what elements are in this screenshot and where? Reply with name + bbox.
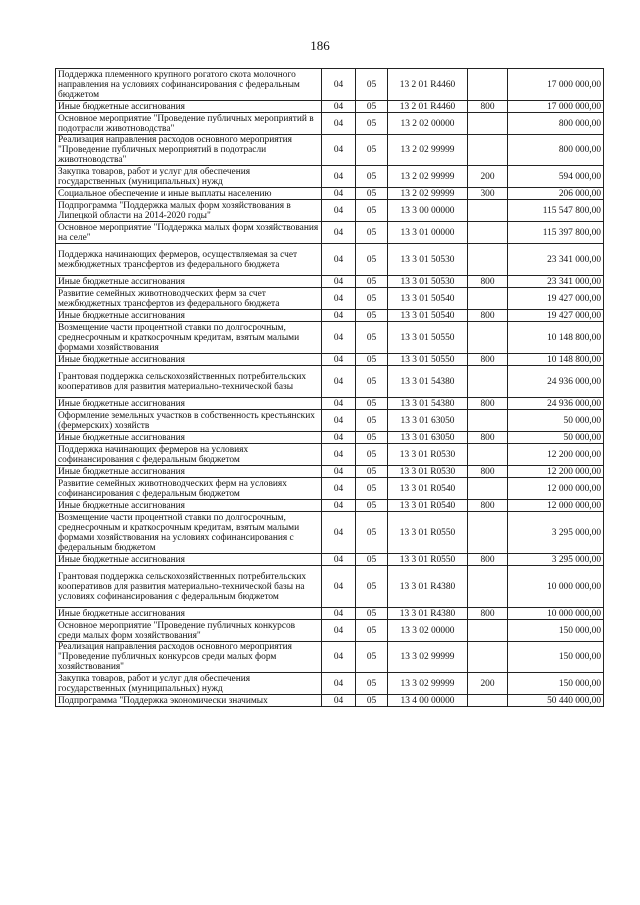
row-pr: 05 <box>356 410 388 432</box>
row-vr: 800 <box>468 466 508 478</box>
row-name: Развитие семейных животноводческих ферм за счет межбюджетных трансфертов из федерального бюджета <box>56 288 322 310</box>
row-sum: 12 000 000,00 <box>508 500 604 512</box>
row-vr: 800 <box>468 101 508 113</box>
row-rz: 04 <box>322 244 356 276</box>
row-name: Реализация направления расходов основного мероприятия "Проведение публичных конкурсов среди малых форм хозяйствования" <box>56 642 322 673</box>
row-pr: 05 <box>356 310 388 322</box>
row-vr <box>468 135 508 166</box>
row-sum: 800 000,00 <box>508 113 604 135</box>
row-name: Иные бюджетные ассигнования <box>56 466 322 478</box>
row-rz: 04 <box>322 642 356 673</box>
row-sum: 23 341 000,00 <box>508 244 604 276</box>
row-name: Иные бюджетные ассигнования <box>56 276 322 288</box>
row-pr: 05 <box>356 276 388 288</box>
row-rz: 04 <box>322 566 356 608</box>
row-pr: 05 <box>356 166 388 188</box>
row-csr: 13 2 02 00000 <box>388 113 468 135</box>
row-csr: 13 3 01 63050 <box>388 410 468 432</box>
row-vr <box>468 244 508 276</box>
row-sum: 3 295 000,00 <box>508 554 604 566</box>
row-vr <box>468 200 508 222</box>
row-vr <box>468 478 508 500</box>
table-row <box>56 620 604 642</box>
row-pr: 05 <box>356 288 388 310</box>
row-csr: 13 3 01 R0530 <box>388 466 468 478</box>
row-vr <box>468 642 508 673</box>
row-sum: 594 000,00 <box>508 166 604 188</box>
row-pr: 05 <box>356 444 388 466</box>
row-vr: 800 <box>468 432 508 444</box>
row-rz: 04 <box>322 288 356 310</box>
table-row <box>56 222 604 244</box>
row-name: Поддержка начинающих фермеров на условиях софинансирования с федеральным бюджетом <box>56 444 322 466</box>
row-csr: 13 3 01 50530 <box>388 276 468 288</box>
row-vr: 800 <box>468 608 508 620</box>
row-sum: 19 427 000,00 <box>508 310 604 322</box>
row-csr: 13 3 01 50540 <box>388 288 468 310</box>
row-csr: 13 3 01 R0540 <box>388 500 468 512</box>
row-rz: 04 <box>322 135 356 166</box>
row-csr: 13 2 01 R4460 <box>388 101 468 113</box>
table-row <box>56 512 604 554</box>
row-csr: 13 3 01 50550 <box>388 354 468 366</box>
row-pr: 05 <box>356 512 388 554</box>
row-sum: 23 341 000,00 <box>508 276 604 288</box>
table-row <box>56 288 604 310</box>
row-csr: 13 2 02 99999 <box>388 166 468 188</box>
budget-table <box>55 68 604 707</box>
row-vr <box>468 410 508 432</box>
row-name: Основное мероприятие "Поддержка малых форм хозяйствования на селе" <box>56 222 322 244</box>
row-name: Иные бюджетные ассигнования <box>56 398 322 410</box>
table-row <box>56 310 604 322</box>
row-csr: 13 2 02 99999 <box>388 188 468 200</box>
table-row <box>56 166 604 188</box>
row-pr: 05 <box>356 398 388 410</box>
row-sum: 50 000,00 <box>508 410 604 432</box>
table-row <box>56 642 604 673</box>
row-pr: 05 <box>356 642 388 673</box>
row-pr: 05 <box>356 432 388 444</box>
row-name: Подпрограмма "Поддержка экономически значимых <box>56 695 322 707</box>
row-name: Поддержка начинающих фермеров, осуществляемая за счет межбюджетных трансфертов из федерального бюджета <box>56 244 322 276</box>
row-rz: 04 <box>322 512 356 554</box>
row-sum: 115 547 800,00 <box>508 200 604 222</box>
row-pr: 05 <box>356 322 388 354</box>
row-csr: 13 3 02 99999 <box>388 673 468 695</box>
table-row <box>56 276 604 288</box>
row-vr: 800 <box>468 500 508 512</box>
row-rz: 04 <box>322 673 356 695</box>
row-vr <box>468 695 508 707</box>
row-vr <box>468 566 508 608</box>
row-vr <box>468 69 508 101</box>
table-row <box>56 366 604 398</box>
row-pr: 05 <box>356 566 388 608</box>
row-pr: 05 <box>356 554 388 566</box>
row-name: Иные бюджетные ассигнования <box>56 432 322 444</box>
table-row <box>56 500 604 512</box>
row-pr: 05 <box>356 366 388 398</box>
row-name: Закупка товаров, работ и услуг для обеспечения государственных (муниципальных) нужд <box>56 166 322 188</box>
row-vr <box>468 113 508 135</box>
row-pr: 05 <box>356 188 388 200</box>
row-vr <box>468 512 508 554</box>
table-row <box>56 69 604 101</box>
row-csr: 13 3 01 R4380 <box>388 608 468 620</box>
row-sum: 12 200 000,00 <box>508 444 604 466</box>
table-row <box>56 566 604 608</box>
row-pr: 05 <box>356 608 388 620</box>
row-rz: 04 <box>322 478 356 500</box>
row-csr: 13 3 01 R0530 <box>388 444 468 466</box>
row-name: Основное мероприятие "Проведение публичных мероприятий в подотрасли животноводства" <box>56 113 322 135</box>
row-rz: 04 <box>322 500 356 512</box>
row-csr: 13 3 01 50530 <box>388 244 468 276</box>
table-row <box>56 101 604 113</box>
row-csr: 13 2 01 R4460 <box>388 69 468 101</box>
row-sum: 115 397 800,00 <box>508 222 604 244</box>
row-vr: 200 <box>468 673 508 695</box>
row-csr: 13 3 02 00000 <box>388 620 468 642</box>
row-sum: 17 000 000,00 <box>508 69 604 101</box>
row-name: Иные бюджетные ассигнования <box>56 354 322 366</box>
row-sum: 12 200 000,00 <box>508 466 604 478</box>
row-pr: 05 <box>356 673 388 695</box>
row-sum: 150 000,00 <box>508 642 604 673</box>
table-row <box>56 244 604 276</box>
row-vr: 200 <box>468 166 508 188</box>
row-rz: 04 <box>322 608 356 620</box>
row-sum: 17 000 000,00 <box>508 101 604 113</box>
row-csr: 13 3 01 R0550 <box>388 554 468 566</box>
table-row <box>56 673 604 695</box>
table-row <box>56 398 604 410</box>
row-sum: 24 936 000,00 <box>508 398 604 410</box>
table-row <box>56 608 604 620</box>
row-sum: 3 295 000,00 <box>508 512 604 554</box>
row-csr: 13 3 01 00000 <box>388 222 468 244</box>
budget-table-body <box>56 69 604 707</box>
table-row <box>56 188 604 200</box>
row-vr: 800 <box>468 354 508 366</box>
row-sum: 10 148 800,00 <box>508 322 604 354</box>
row-pr: 05 <box>356 354 388 366</box>
row-name: Реализация направления расходов основного мероприятия "Проведение публичных мероприятий в подотрасли животноводства" <box>56 135 322 166</box>
row-pr: 05 <box>356 244 388 276</box>
row-name: Иные бюджетные ассигнования <box>56 608 322 620</box>
row-sum: 12 000 000,00 <box>508 478 604 500</box>
row-rz: 04 <box>322 695 356 707</box>
row-vr <box>468 322 508 354</box>
row-vr <box>468 620 508 642</box>
row-csr: 13 3 00 00000 <box>388 200 468 222</box>
row-name: Возмещение части процентной ставки по долгосрочным, среднесрочным и краткосрочным кредитам, взятым малыми формами хозяйствования <box>56 322 322 354</box>
row-name: Развитие семейных животноводческих ферм на условиях софинансирования с федеральным бюджетом <box>56 478 322 500</box>
row-csr: 13 3 01 50550 <box>388 322 468 354</box>
row-sum: 10 148 800,00 <box>508 354 604 366</box>
row-pr: 05 <box>356 466 388 478</box>
row-rz: 04 <box>322 354 356 366</box>
row-pr: 05 <box>356 69 388 101</box>
row-rz: 04 <box>322 188 356 200</box>
row-csr: 13 4 00 00000 <box>388 695 468 707</box>
row-vr: 800 <box>468 398 508 410</box>
row-sum: 10 000 000,00 <box>508 608 604 620</box>
row-csr: 13 2 02 99999 <box>388 135 468 166</box>
row-csr: 13 3 01 R4380 <box>388 566 468 608</box>
row-rz: 04 <box>322 432 356 444</box>
row-rz: 04 <box>322 620 356 642</box>
row-rz: 04 <box>322 366 356 398</box>
row-pr: 05 <box>356 620 388 642</box>
row-name: Поддержка племенного крупного рогатого скота молочного направления на условиях софинансирования с федеральным бюджетом <box>56 69 322 101</box>
table-row <box>56 554 604 566</box>
row-name: Грантовая поддержка сельскохозяйственных потребительских кооперативов для развития материально-технической базы на условиях софинансирования с федеральным бюджетом <box>56 566 322 608</box>
row-rz: 04 <box>322 101 356 113</box>
row-csr: 13 3 01 R0540 <box>388 478 468 500</box>
row-name: Иные бюджетные ассигнования <box>56 310 322 322</box>
row-pr: 05 <box>356 500 388 512</box>
row-csr: 13 3 01 54380 <box>388 398 468 410</box>
row-name: Социальное обеспечение и иные выплаты населению <box>56 188 322 200</box>
row-name: Оформление земельных участков в собственность крестьянских (фермерских) хозяйств <box>56 410 322 432</box>
row-csr: 13 3 01 50540 <box>388 310 468 322</box>
row-rz: 04 <box>322 410 356 432</box>
row-sum: 800 000,00 <box>508 135 604 166</box>
row-rz: 04 <box>322 69 356 101</box>
row-csr: 13 3 01 54380 <box>388 366 468 398</box>
row-name: Возмещение части процентной ставки по долгосрочным, среднесрочным и краткосрочным кредитам, взятым малыми формами хозяйствования на условиях софинансирования с федеральным бюджетом <box>56 512 322 554</box>
row-vr <box>468 222 508 244</box>
row-vr: 800 <box>468 554 508 566</box>
row-sum: 50 000,00 <box>508 432 604 444</box>
row-pr: 05 <box>356 113 388 135</box>
row-rz: 04 <box>322 310 356 322</box>
row-name: Иные бюджетные ассигнования <box>56 500 322 512</box>
row-rz: 04 <box>322 398 356 410</box>
table-row <box>56 200 604 222</box>
row-sum: 24 936 000,00 <box>508 366 604 398</box>
row-name: Подпрограмма "Поддержка малых форм хозяйствования в Липецкой области на 2014-2020 годы" <box>56 200 322 222</box>
row-csr: 13 3 01 63050 <box>388 432 468 444</box>
row-rz: 04 <box>322 222 356 244</box>
row-rz: 04 <box>322 276 356 288</box>
row-csr: 13 3 02 99999 <box>388 642 468 673</box>
row-vr: 300 <box>468 188 508 200</box>
row-name: Иные бюджетные ассигнования <box>56 554 322 566</box>
table-row <box>56 478 604 500</box>
row-pr: 05 <box>356 695 388 707</box>
row-sum: 10 000 000,00 <box>508 566 604 608</box>
row-pr: 05 <box>356 478 388 500</box>
table-row <box>56 695 604 707</box>
row-vr <box>468 288 508 310</box>
row-name: Закупка товаров, работ и услуг для обеспечения государственных (муниципальных) нужд <box>56 673 322 695</box>
row-name: Грантовая поддержка сельскохозяйственных потребительских кооперативов для развития материально-технической базы <box>56 366 322 398</box>
table-row <box>56 444 604 466</box>
table-row <box>56 135 604 166</box>
table-row <box>56 410 604 432</box>
row-rz: 04 <box>322 466 356 478</box>
table-row <box>56 432 604 444</box>
row-vr: 800 <box>468 276 508 288</box>
row-sum: 19 427 000,00 <box>508 288 604 310</box>
row-rz: 04 <box>322 166 356 188</box>
row-sum: 150 000,00 <box>508 620 604 642</box>
row-pr: 05 <box>356 200 388 222</box>
table-row <box>56 466 604 478</box>
table-row <box>56 322 604 354</box>
row-name: Основное мероприятие "Проведение публичных конкурсов среди малых форм хозяйствования" <box>56 620 322 642</box>
row-vr <box>468 444 508 466</box>
table-row <box>56 113 604 135</box>
row-rz: 04 <box>322 444 356 466</box>
row-pr: 05 <box>356 222 388 244</box>
row-rz: 04 <box>322 200 356 222</box>
row-rz: 04 <box>322 113 356 135</box>
row-name: Иные бюджетные ассигнования <box>56 101 322 113</box>
row-vr: 800 <box>468 310 508 322</box>
page-number: 186 <box>310 38 330 53</box>
row-rz: 04 <box>322 554 356 566</box>
row-sum: 150 000,00 <box>508 673 604 695</box>
row-sum: 50 440 000,00 <box>508 695 604 707</box>
row-csr: 13 3 01 R0550 <box>388 512 468 554</box>
row-pr: 05 <box>356 101 388 113</box>
row-sum: 206 000,00 <box>508 188 604 200</box>
row-vr <box>468 366 508 398</box>
row-rz: 04 <box>322 322 356 354</box>
table-row <box>56 354 604 366</box>
row-pr: 05 <box>356 135 388 166</box>
